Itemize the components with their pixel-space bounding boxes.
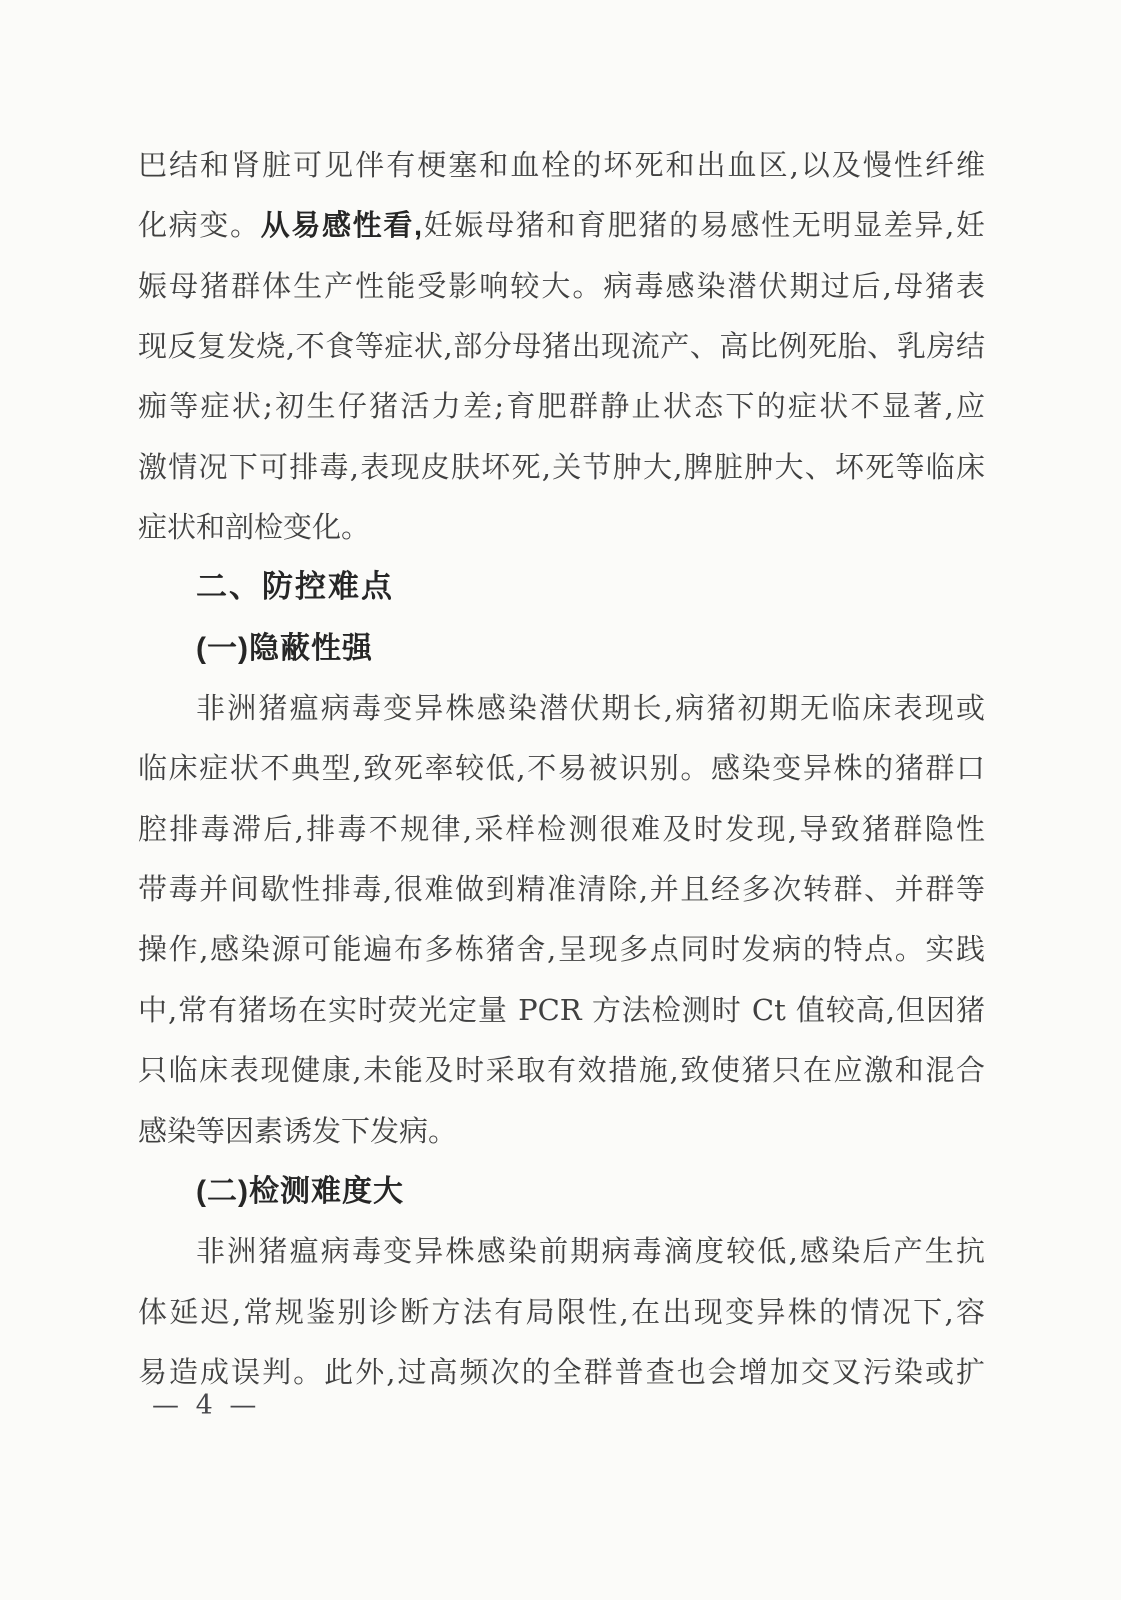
text-run: 巴结和肾脏可见伴有梗塞和血栓的坏死和出血区,以及慢性纤维 bbox=[138, 148, 985, 182]
emphasized-text-run: (二)检测难度大 bbox=[196, 1174, 404, 1208]
emphasized-text-run: 从易感性看, bbox=[260, 210, 423, 243]
body-text-line bbox=[138, 256, 985, 316]
text-run: 易造成误判。此外,过高频次的全群普查也会增加交叉污染或扩 bbox=[138, 1354, 985, 1389]
subsection-heading bbox=[138, 1161, 985, 1221]
text-run: 只临床表现健康,未能及时采取有效措施,致使猪只在应激和混合 bbox=[138, 1053, 985, 1088]
body-text-line bbox=[138, 437, 985, 497]
subsection-heading bbox=[138, 618, 985, 678]
text-run: 症状和剖检变化。 bbox=[138, 510, 371, 545]
body-text-line bbox=[138, 376, 985, 436]
body-text-line bbox=[138, 195, 985, 255]
body-text-line bbox=[138, 799, 985, 859]
body-text-line bbox=[138, 1342, 985, 1402]
body-text-line bbox=[138, 980, 985, 1040]
text-run: 娠母猪群体生产性能受影响较大。病毒感染潜伏期过后,母猪表 bbox=[138, 268, 985, 303]
text-run: 现反复发烧,不食等症状,部分母猪出现流产、高比例死胎、乳房结 bbox=[138, 329, 985, 364]
body-text-line bbox=[138, 316, 985, 376]
text-run: 体延迟,常规鉴别诊断方法有局限性,在出现变异株的情况下,容 bbox=[138, 1294, 985, 1329]
text-run: 妊娠母猪和育肥猪的易感性无明显差异,妊 bbox=[422, 208, 985, 243]
text-run: 痂等症状;初生仔猪活力差;育肥群静止状态下的症状不显著,应 bbox=[138, 389, 985, 424]
body-text-line bbox=[138, 1282, 985, 1342]
text-run: 化病变。 bbox=[138, 208, 261, 243]
section-heading bbox=[138, 557, 985, 617]
text-block bbox=[138, 135, 985, 1402]
body-text-line bbox=[138, 738, 985, 798]
text-run: 操作,感染源可能遍布多栋猪舍,呈现多点同时发病的特点。实践 bbox=[138, 932, 985, 967]
body-text-line bbox=[138, 135, 985, 195]
text-run: 腔排毒滞后,排毒不规律,采样检测很难及时发现,导致猪群隐性 bbox=[138, 811, 985, 846]
body-text-line bbox=[138, 919, 985, 979]
text-run: 非洲猪瘟病毒变异株感染潜伏期长,病猪初期无临床表现或 bbox=[196, 691, 985, 726]
body-text-line bbox=[138, 678, 985, 738]
body-text-line bbox=[138, 1040, 985, 1100]
body-text-line bbox=[138, 859, 985, 919]
body-text-line bbox=[138, 497, 985, 557]
text-run: 感染等因素诱发下发病。 bbox=[138, 1113, 458, 1148]
emphasized-text-run: (一)隐蔽性强 bbox=[196, 631, 373, 665]
text-run: 非洲猪瘟病毒变异株感染前期病毒滴度较低,感染后产生抗 bbox=[196, 1234, 985, 1269]
text-run: 临床症状不典型,致死率较低,不易被识别。感染变异株的猪群口 bbox=[138, 751, 985, 786]
body-text-line bbox=[138, 1101, 985, 1161]
body-text-line bbox=[138, 1221, 985, 1281]
emphasized-text-run: 二、防控难点 bbox=[196, 569, 394, 605]
text-run: 激情况下可排毒,表现皮肤坏死,关节肿大,脾脏肿大、坏死等临床 bbox=[138, 449, 985, 484]
text-run: 带毒并间歇性排毒,很难做到精准清除,并且经多次转群、并群等 bbox=[138, 872, 985, 907]
text-run: 中,常有猪场在实时荧光定量 PCR 方法检测时 Ct 值较高,但因猪 bbox=[138, 992, 985, 1027]
page-number: — 4 — bbox=[152, 1390, 261, 1421]
